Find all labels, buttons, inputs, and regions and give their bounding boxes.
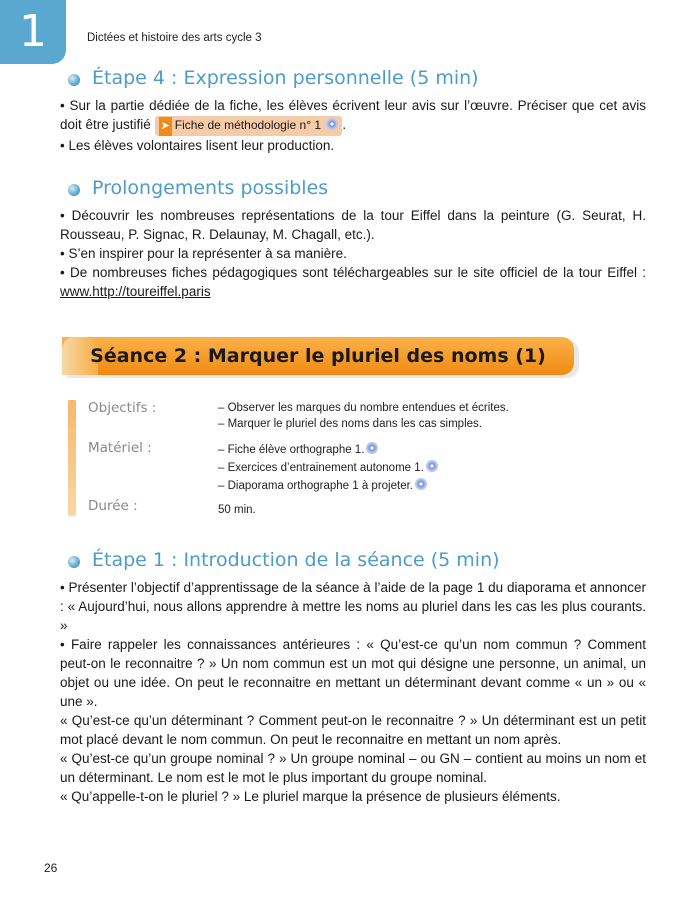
chapter-number: 1 <box>19 6 47 57</box>
etape1-paragraph-5: « Qu’appelle-t-on le pluriel ? » Le pluriel marque la présence de plusieurs éléments. <box>60 789 561 804</box>
objectifs-label: Objectifs : <box>88 400 157 416</box>
materiel-item-1: – Fiche élève orthographe 1. <box>218 442 378 456</box>
etape1-heading <box>60 546 646 574</box>
chapter-tab <box>0 0 66 64</box>
etape4-line1: • Sur la partie dédiée de la fiche, les élèves écrivent leur avis sur l’œuvre. Préciser que cet avis doit être justifié <box>60 98 646 132</box>
cd-icon <box>326 118 338 130</box>
cd-icon[interactable] <box>415 478 427 490</box>
cd-icon[interactable] <box>426 460 438 472</box>
badge-label: Fiche de méthodologie n° 1 <box>174 118 322 132</box>
etape1-paragraph-2: • Faire rappeler les connaissances antérieures : « Qu’est-ce qu’un nom commun ? Comment peut-on le reconnaitre ? » Un nom commun est un mot qui désigne une personne, un animal, un objet ou une idée. On peut le reconnaitre en mettant un déterminant devant comme « un » ou « une ». <box>60 637 646 709</box>
page-number: 26 <box>44 861 58 875</box>
etape4-line1-end: . <box>342 117 347 132</box>
duree-value: 50 min. <box>218 504 256 516</box>
materiel-item-2: – Exercices d’entrainement autonome 1. <box>218 460 438 474</box>
etape1-section <box>60 546 646 806</box>
materiel-item-3: – Diaporama orthographe 1 à projeter. <box>218 478 427 492</box>
arrow-icon: ➤ <box>159 117 172 136</box>
duree-label: Durée : <box>88 498 138 514</box>
cd-icon[interactable] <box>366 442 378 454</box>
methodology-badge[interactable] <box>155 116 343 136</box>
bullet-icon <box>68 184 80 196</box>
objectifs-item-2: – Marquer le pluriel des noms dans les cas simples. <box>218 418 482 430</box>
materiel-label: Matériel : <box>88 440 152 456</box>
bullet-icon <box>68 556 80 568</box>
prolongements-line-3 <box>60 263 646 301</box>
prolongements-section <box>60 174 646 301</box>
objectives-box <box>68 398 628 518</box>
etape1-title: Étape 1 : Introduction de la séance (5 min) <box>92 549 500 571</box>
etape4-heading <box>60 64 646 92</box>
etape4-title: Étape 4 : Expression personnelle (5 min) <box>92 67 479 89</box>
seance-title: Séance 2 : Marquer le pluriel des noms (1) <box>90 345 546 367</box>
etape4-paragraph-2: • Les élèves volontaires lisent leur production. <box>60 138 335 153</box>
seance-banner <box>62 337 574 375</box>
etape4-paragraph-1 <box>60 96 646 136</box>
etape1-paragraph-4: « Qu’est-ce qu’un groupe nominal ? » Un groupe nominal – ou GN – contient au moins un nom et un déterminant. Le nom est le mot le plus important du groupe nominal. <box>60 751 646 785</box>
prolongements-line3-text: • De nombreuses fiches pédagogiques sont téléchargeables sur le site officiel de la tour Eiffel : <box>60 265 646 280</box>
prolongements-title: Prolongements possibles <box>92 177 329 199</box>
running-title: Dictées et histoire des arts cycle 3 <box>87 32 262 44</box>
prolongements-line-1: • Découvrir les nombreuses représentations de la tour Eiffel dans la peinture (G. Seurat, H. Rousseau, P. Signac, R. Delaunay, M. Chagall, etc.). <box>60 208 646 242</box>
prolongements-heading <box>60 174 646 202</box>
prolongements-line-2: • S’en inspirer pour la représenter à sa manière. <box>60 246 347 261</box>
etape1-paragraph-3: « Qu’est-ce qu’un déterminant ? Comment peut-on le reconnaitre ? » Un déterminant est un petit mot placé devant le nom commun. On peut le reconnaitre en mettant un nom après. <box>60 713 646 747</box>
etape4-section <box>60 64 646 155</box>
objectifs-item-1: – Observer les marques du nombre entendues et écrites. <box>218 402 509 414</box>
objectives-bar <box>68 400 76 516</box>
etape1-paragraph-1: • Présenter l’objectif d’apprentissage de la séance à l’aide de la page 1 du diaporama et annoncer : « Aujourd’hui, nous allons apprendre à mettre les noms au pluriel dans les cas les plus courants. » <box>60 580 646 633</box>
eiffel-link[interactable]: www.http://toureiffel.paris <box>60 284 211 299</box>
bullet-icon <box>68 74 80 86</box>
